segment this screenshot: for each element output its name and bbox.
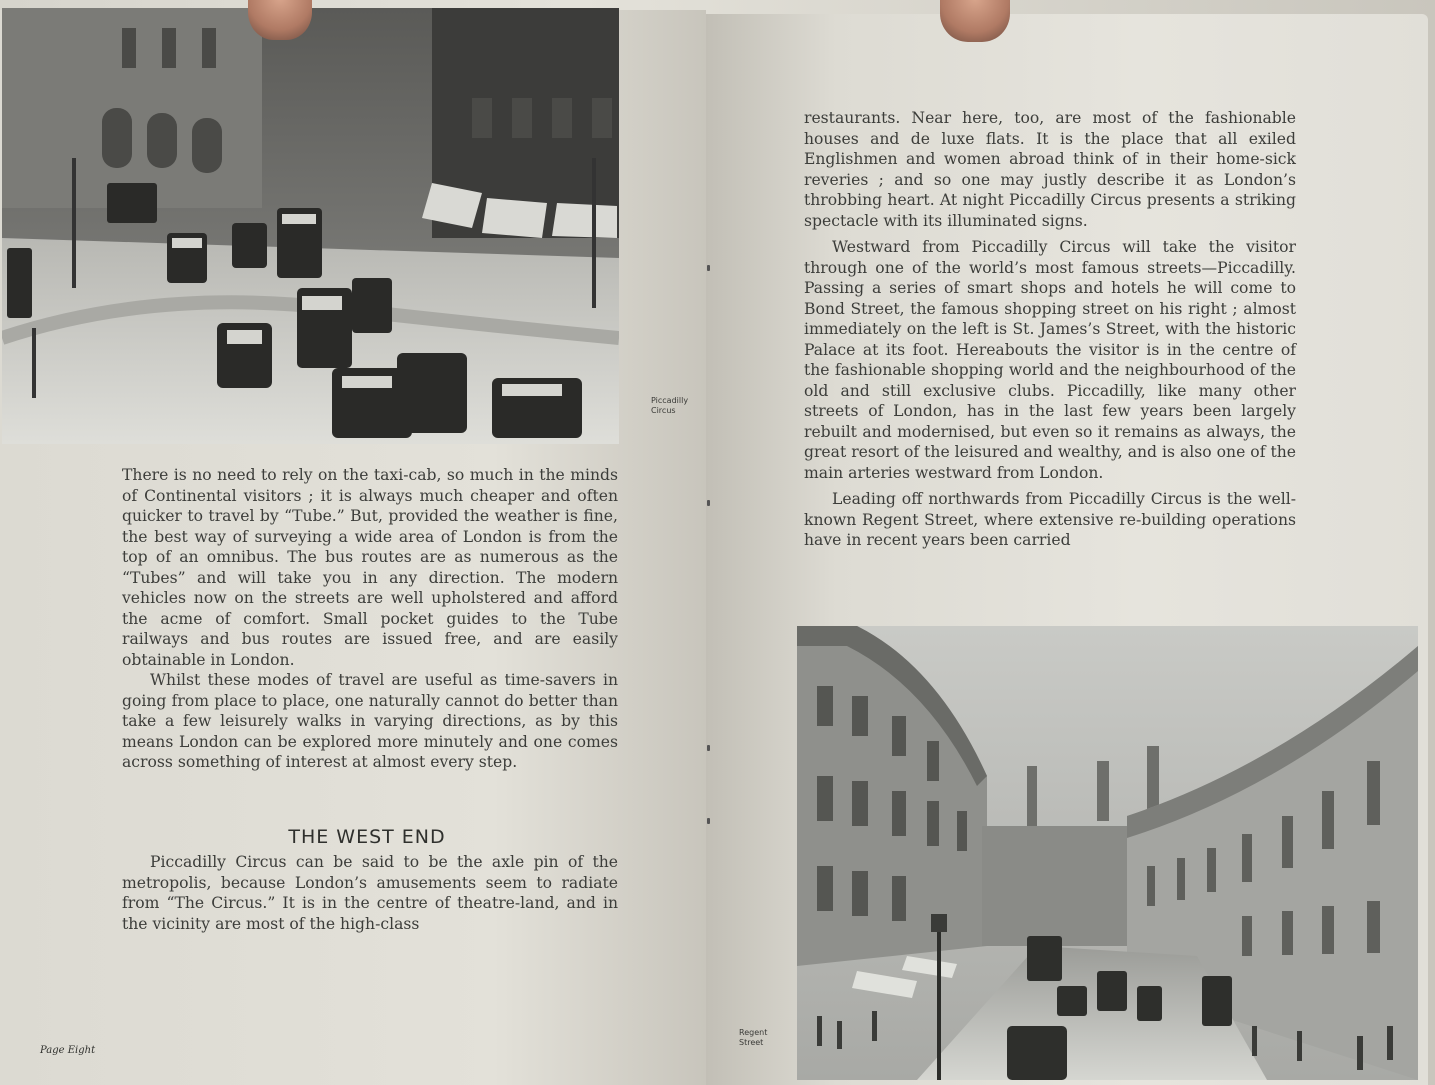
caption-line: Piccadilly: [651, 396, 689, 405]
section-heading: THE WEST END: [288, 826, 446, 848]
caption-line: Regent: [739, 1028, 768, 1037]
paragraph: There is no need to rely on the taxi-cab, so much in the minds of Continental visitors ; it is always much cheaper and often quicker to travel by “Tube.” But, provided the weather is fine, the best way of surveying a wide area of London is from the top of an omnibus. The bus routes are as numerous as the “Tubes” and will take you in any direction. The modern vehicles now on the streets are well upholstered and afford the acme of comfort. Small pocket guides to the Tube railways and bus routes are issued free, and are easily obtainable in London.: [122, 466, 618, 669]
staple-top: [707, 265, 710, 271]
regent-street-caption: [739, 1028, 767, 1048]
paragraph: restaurants. Near here, too, are most of the fashionable houses and de luxe flats. It is the place that all exiled Englishmen and women abroad think of in their home-sick reveries ; and so one may justly describe it as London’s throbbing heart. At night Piccadilly Circus presents a striking spectacle with its illuminated signs.: [804, 109, 1296, 230]
paragraph: Leading off northwards from Piccadilly Circus is the well-known Regent Street, where extensive re-building operations have in recent years been carried: [804, 490, 1296, 549]
right-page-text: [804, 108, 1296, 551]
regent-street-photo: [797, 626, 1418, 1080]
staple-middle: [707, 500, 710, 506]
caption-line: Street: [739, 1038, 764, 1047]
caption-line: Circus: [651, 406, 676, 415]
west-end-text: [122, 852, 618, 934]
staple-bottom: [707, 818, 710, 824]
staple-lower: [707, 745, 710, 751]
page-number: Page Eight: [40, 1045, 96, 1056]
left-page-text: [122, 465, 618, 773]
piccadilly-circus-caption: [651, 396, 688, 416]
paragraph: Whilst these modes of travel are useful as time-savers in going from place to place, one naturally cannot do better than take a few leisurely walks in varying directions, as by this means London can be explored more minutely and one comes across something of interest at almost every step.: [122, 671, 618, 771]
piccadilly-circus-photo: [2, 8, 619, 444]
paragraph: Westward from Piccadilly Circus will take the visitor through one of the world’s most famous streets—Piccadilly. Passing a series of smart shops and hotels he will come to Bond Street, the famous shopping street on his right ; almost immediately on the left is St. James’s Street, with the historic Palace at its foot. Hereabouts the visitor is in the centre of the fashionable shopping world and the neighbourhood of the old and still exclusive clubs. Piccadilly, like many other streets of London, has in the last few years been largely rebuilt and modernised, but even so it remains as always, the great resort of the leisured and wealthy, and is also one of the main arteries westward from London.: [804, 238, 1296, 482]
paragraph: Piccadilly Circus can be said to be the axle pin of the metropolis, because London’s amusements seem to radiate from “The Circus.” It is in the centre of theatre-land, and in the vicinity are most of the high-class: [122, 853, 618, 933]
